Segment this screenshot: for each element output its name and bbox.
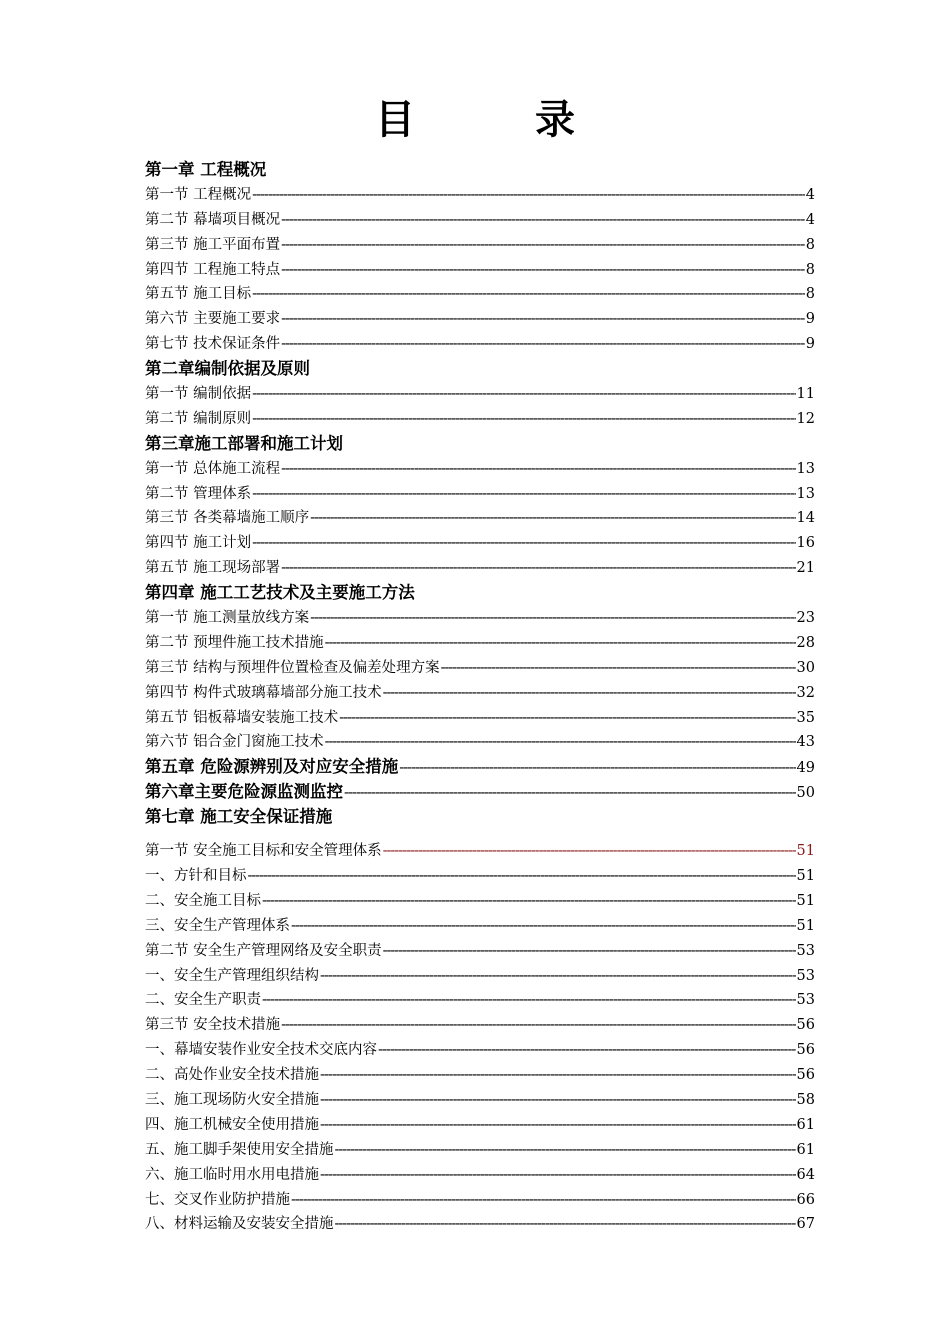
toc-page-number: 30	[796, 659, 815, 676]
toc-entry	[145, 233, 815, 258]
toc-entry	[145, 1063, 815, 1088]
toc-entry-label: 三、施工现场防火安全措施	[145, 1091, 319, 1108]
toc-page-number: 28	[796, 634, 815, 651]
toc-entry	[145, 864, 815, 889]
toc-page-number: 16	[796, 535, 815, 552]
toc-page-number: 9	[805, 336, 815, 353]
toc-entry-label: 五、施工脚手架使用安全措施	[145, 1141, 334, 1158]
toc-leader-dashes	[378, 1038, 796, 1063]
toc-leader-dashes	[291, 1188, 796, 1213]
toc-entry-label: 第七章 施工安全保证措施	[145, 807, 333, 827]
toc-leader-dashes	[252, 183, 805, 208]
toc-page-number: 8	[805, 236, 815, 253]
toc-leader-dashes	[339, 706, 795, 731]
toc-leader-dashes	[383, 939, 796, 964]
toc-entry	[145, 307, 815, 332]
toc-leader-dashes	[399, 756, 795, 781]
toc-entry	[145, 382, 815, 407]
toc-page-number: 23	[796, 610, 815, 627]
toc-entry-label: 第六章主要危险源监测监控	[145, 782, 343, 802]
toc-entry	[145, 889, 815, 914]
toc-entry-label: 第一节 总体施工流程	[145, 460, 281, 477]
toc-entry-label: 一、幕墙安装作业安全技术交底内容	[145, 1042, 377, 1059]
toc-entry	[145, 332, 815, 357]
toc-page-number: 4	[805, 186, 815, 203]
toc-chapter-entry	[145, 357, 805, 382]
toc-entry	[145, 681, 815, 706]
toc-page-number: 35	[796, 709, 815, 726]
toc-leader-dashes	[281, 208, 805, 233]
toc-page-number: 56	[796, 1042, 815, 1059]
toc-leader-dashes	[291, 914, 796, 939]
toc-leader-dashes	[252, 282, 805, 307]
toc-leader-dashes	[325, 730, 796, 755]
toc-entry	[145, 183, 815, 208]
toc-leader-dashes	[281, 258, 805, 283]
toc-entry-label: 第二节 幕墙项目概况	[145, 211, 281, 228]
toc-page-number: 13	[796, 485, 815, 502]
toc-page-number: 61	[796, 1141, 815, 1158]
toc-leader-dashes	[320, 1113, 796, 1138]
toc-entry-label: 第一章 工程概况	[145, 160, 267, 179]
toc-page-number: 32	[796, 684, 815, 701]
toc-leader-dashes	[281, 1013, 795, 1038]
toc-page-number: 67	[796, 1216, 815, 1233]
toc-leader-dashes	[383, 681, 796, 706]
toc-entry	[145, 706, 815, 731]
toc-leader-dashes	[252, 482, 795, 507]
toc-page-number: 58	[796, 1091, 815, 1108]
toc-page-number: 51	[796, 917, 815, 934]
toc-entry	[145, 964, 815, 989]
page-title: 目 录	[375, 97, 615, 143]
toc-leader-dashes	[262, 889, 796, 914]
toc-leader-dashes	[344, 781, 796, 806]
toc-leader-dashes	[383, 839, 796, 864]
toc-chapter-entry	[145, 755, 815, 780]
toc-entry-label: 第四章 施工工艺技术及主要施工方法	[145, 583, 415, 603]
toc-entry-label: 第二节 预埋件施工技术措施	[145, 634, 324, 651]
toc-entry-label: 第五节 铝板幕墙安装施工技术	[145, 709, 339, 726]
toc-entry-label: 七、交叉作业防护措施	[145, 1191, 290, 1208]
toc-entry	[145, 656, 815, 681]
toc-page-number: 13	[796, 460, 815, 477]
toc-leader-dashes	[335, 1138, 796, 1163]
toc-entry-label: 第三节 施工平面布置	[145, 236, 281, 253]
toc-page-number: 61	[796, 1116, 815, 1133]
toc-chapter-entry	[145, 780, 815, 805]
toc-page-number: 51	[796, 843, 815, 860]
toc-entry	[145, 1038, 815, 1063]
toc-chapter-entry	[145, 581, 805, 606]
toc-page-number: 43	[796, 734, 815, 751]
toc-leader-dashes	[441, 656, 796, 681]
toc-page-number: 66	[796, 1191, 815, 1208]
toc-leader-dashes	[320, 1063, 796, 1088]
toc-chapter-entry	[145, 805, 805, 830]
toc-entry	[145, 1212, 815, 1237]
toc-page-number: 53	[796, 967, 815, 984]
toc-page-number: 53	[796, 992, 815, 1009]
toc-leader-dashes	[320, 964, 796, 989]
toc-entry	[145, 1113, 815, 1138]
toc-page-number: 8	[805, 286, 815, 303]
toc-entry-label: 第一节 安全施工目标和安全管理体系	[145, 843, 382, 860]
toc-page-number: 12	[796, 410, 815, 427]
toc-entry	[145, 482, 815, 507]
toc-entry	[145, 506, 815, 531]
toc-entry-label: 第五节 施工现场部署	[145, 560, 281, 577]
toc-entry-label: 第三章施工部署和施工计划	[145, 433, 343, 453]
toc-entry-label: 三、安全生产管理体系	[145, 917, 290, 934]
toc-leader-dashes	[252, 407, 795, 432]
toc-leader-dashes	[281, 556, 795, 581]
toc-entry	[145, 606, 815, 631]
toc-entry-label: 第三节 安全技术措施	[145, 1017, 281, 1034]
toc-entry	[145, 730, 815, 755]
toc-page-number: 56	[796, 1067, 815, 1084]
toc-entry-label: 第六节 主要施工要求	[145, 311, 281, 328]
toc-entry-label: 一、方针和目标	[145, 867, 247, 884]
toc-page-number: 50	[796, 785, 815, 802]
toc-chapter-entry	[145, 158, 805, 183]
toc-leader-dashes	[252, 531, 795, 556]
toc-leader-dashes	[281, 332, 805, 357]
toc-leader-dashes	[281, 307, 805, 332]
toc-entry-label: 第一节 工程概况	[145, 186, 252, 203]
toc-entry-label: 第五章 危险源辨别及对应安全措施	[145, 757, 399, 777]
toc-page-number: 4	[805, 211, 815, 228]
toc-entry-label: 八、材料运输及安装安全措施	[145, 1216, 334, 1233]
toc-entry	[145, 839, 815, 864]
toc-entry-label: 第六节 铝合金门窗施工技术	[145, 734, 324, 751]
table-of-contents	[145, 158, 825, 1237]
toc-entry	[145, 1163, 815, 1188]
toc-leader-dashes	[262, 988, 796, 1013]
toc-leader-dashes	[320, 1088, 796, 1113]
toc-entry-label: 第二章编制依据及原则	[145, 359, 310, 379]
toc-page-number: 8	[805, 261, 815, 278]
toc-entry	[145, 531, 815, 556]
toc-entry	[145, 258, 815, 283]
toc-entry-label: 第五节 施工目标	[145, 286, 252, 303]
toc-page-number: 64	[796, 1166, 815, 1183]
toc-entry	[145, 282, 815, 307]
toc-entry-label: 二、安全生产职责	[145, 992, 261, 1009]
toc-page-number: 56	[796, 1017, 815, 1034]
toc-page-number: 14	[796, 510, 815, 527]
toc-page-number: 21	[796, 560, 815, 577]
toc-entry-label: 六、施工临时用水用电措施	[145, 1166, 319, 1183]
toc-entry-label: 第一节 施工测量放线方案	[145, 610, 310, 627]
toc-entry	[145, 457, 815, 482]
toc-page-number: 49	[796, 760, 815, 777]
toc-entry-label: 第三节 各类幕墙施工顺序	[145, 510, 310, 527]
toc-page-number: 11	[796, 386, 815, 403]
toc-leader-dashes	[281, 233, 805, 258]
toc-entry-label: 第四节 施工计划	[145, 535, 252, 552]
toc-entry-label: 第四节 构件式玻璃幕墙部分施工技术	[145, 684, 382, 701]
toc-leader-dashes	[310, 506, 795, 531]
toc-leader-dashes	[310, 606, 795, 631]
toc-leader-dashes	[281, 457, 795, 482]
toc-leader-dashes	[335, 1212, 796, 1237]
toc-entry-label: 四、施工机械安全使用措施	[145, 1116, 319, 1133]
toc-entry	[145, 914, 815, 939]
toc-page-number: 51	[796, 867, 815, 884]
toc-leader-dashes	[325, 631, 796, 656]
toc-entry-label: 第二节 管理体系	[145, 485, 252, 502]
toc-page-number: 53	[796, 942, 815, 959]
toc-entry	[145, 988, 815, 1013]
toc-entry	[145, 1013, 815, 1038]
toc-entry	[145, 939, 815, 964]
toc-entry	[145, 1138, 815, 1163]
toc-entry-label: 第七节 技术保证条件	[145, 336, 281, 353]
toc-entry-label: 二、安全施工目标	[145, 892, 261, 909]
toc-entry-label: 第一节 编制依据	[145, 386, 252, 403]
toc-entry	[145, 631, 815, 656]
toc-entry	[145, 1188, 815, 1213]
toc-entry	[145, 208, 815, 233]
toc-page-number: 51	[796, 892, 815, 909]
toc-leader-dashes	[320, 1163, 796, 1188]
toc-entry	[145, 556, 815, 581]
toc-entry-label: 第二节 安全生产管理网络及安全职责	[145, 942, 382, 959]
toc-chapter-entry	[145, 432, 805, 457]
toc-entry-label: 第二节 编制原则	[145, 410, 252, 427]
toc-page-number: 9	[805, 311, 815, 328]
toc-leader-dashes	[248, 864, 796, 889]
toc-entry-label: 第四节 工程施工特点	[145, 261, 281, 278]
toc-entry	[145, 407, 815, 432]
toc-entry-label: 一、安全生产管理组织结构	[145, 967, 319, 984]
toc-entry	[145, 1088, 815, 1113]
toc-entry-label: 第三节 结构与预埋件位置检查及偏差处理方案	[145, 659, 440, 676]
toc-entry-label: 二、高处作业安全技术措施	[145, 1067, 319, 1084]
toc-leader-dashes	[252, 382, 795, 407]
